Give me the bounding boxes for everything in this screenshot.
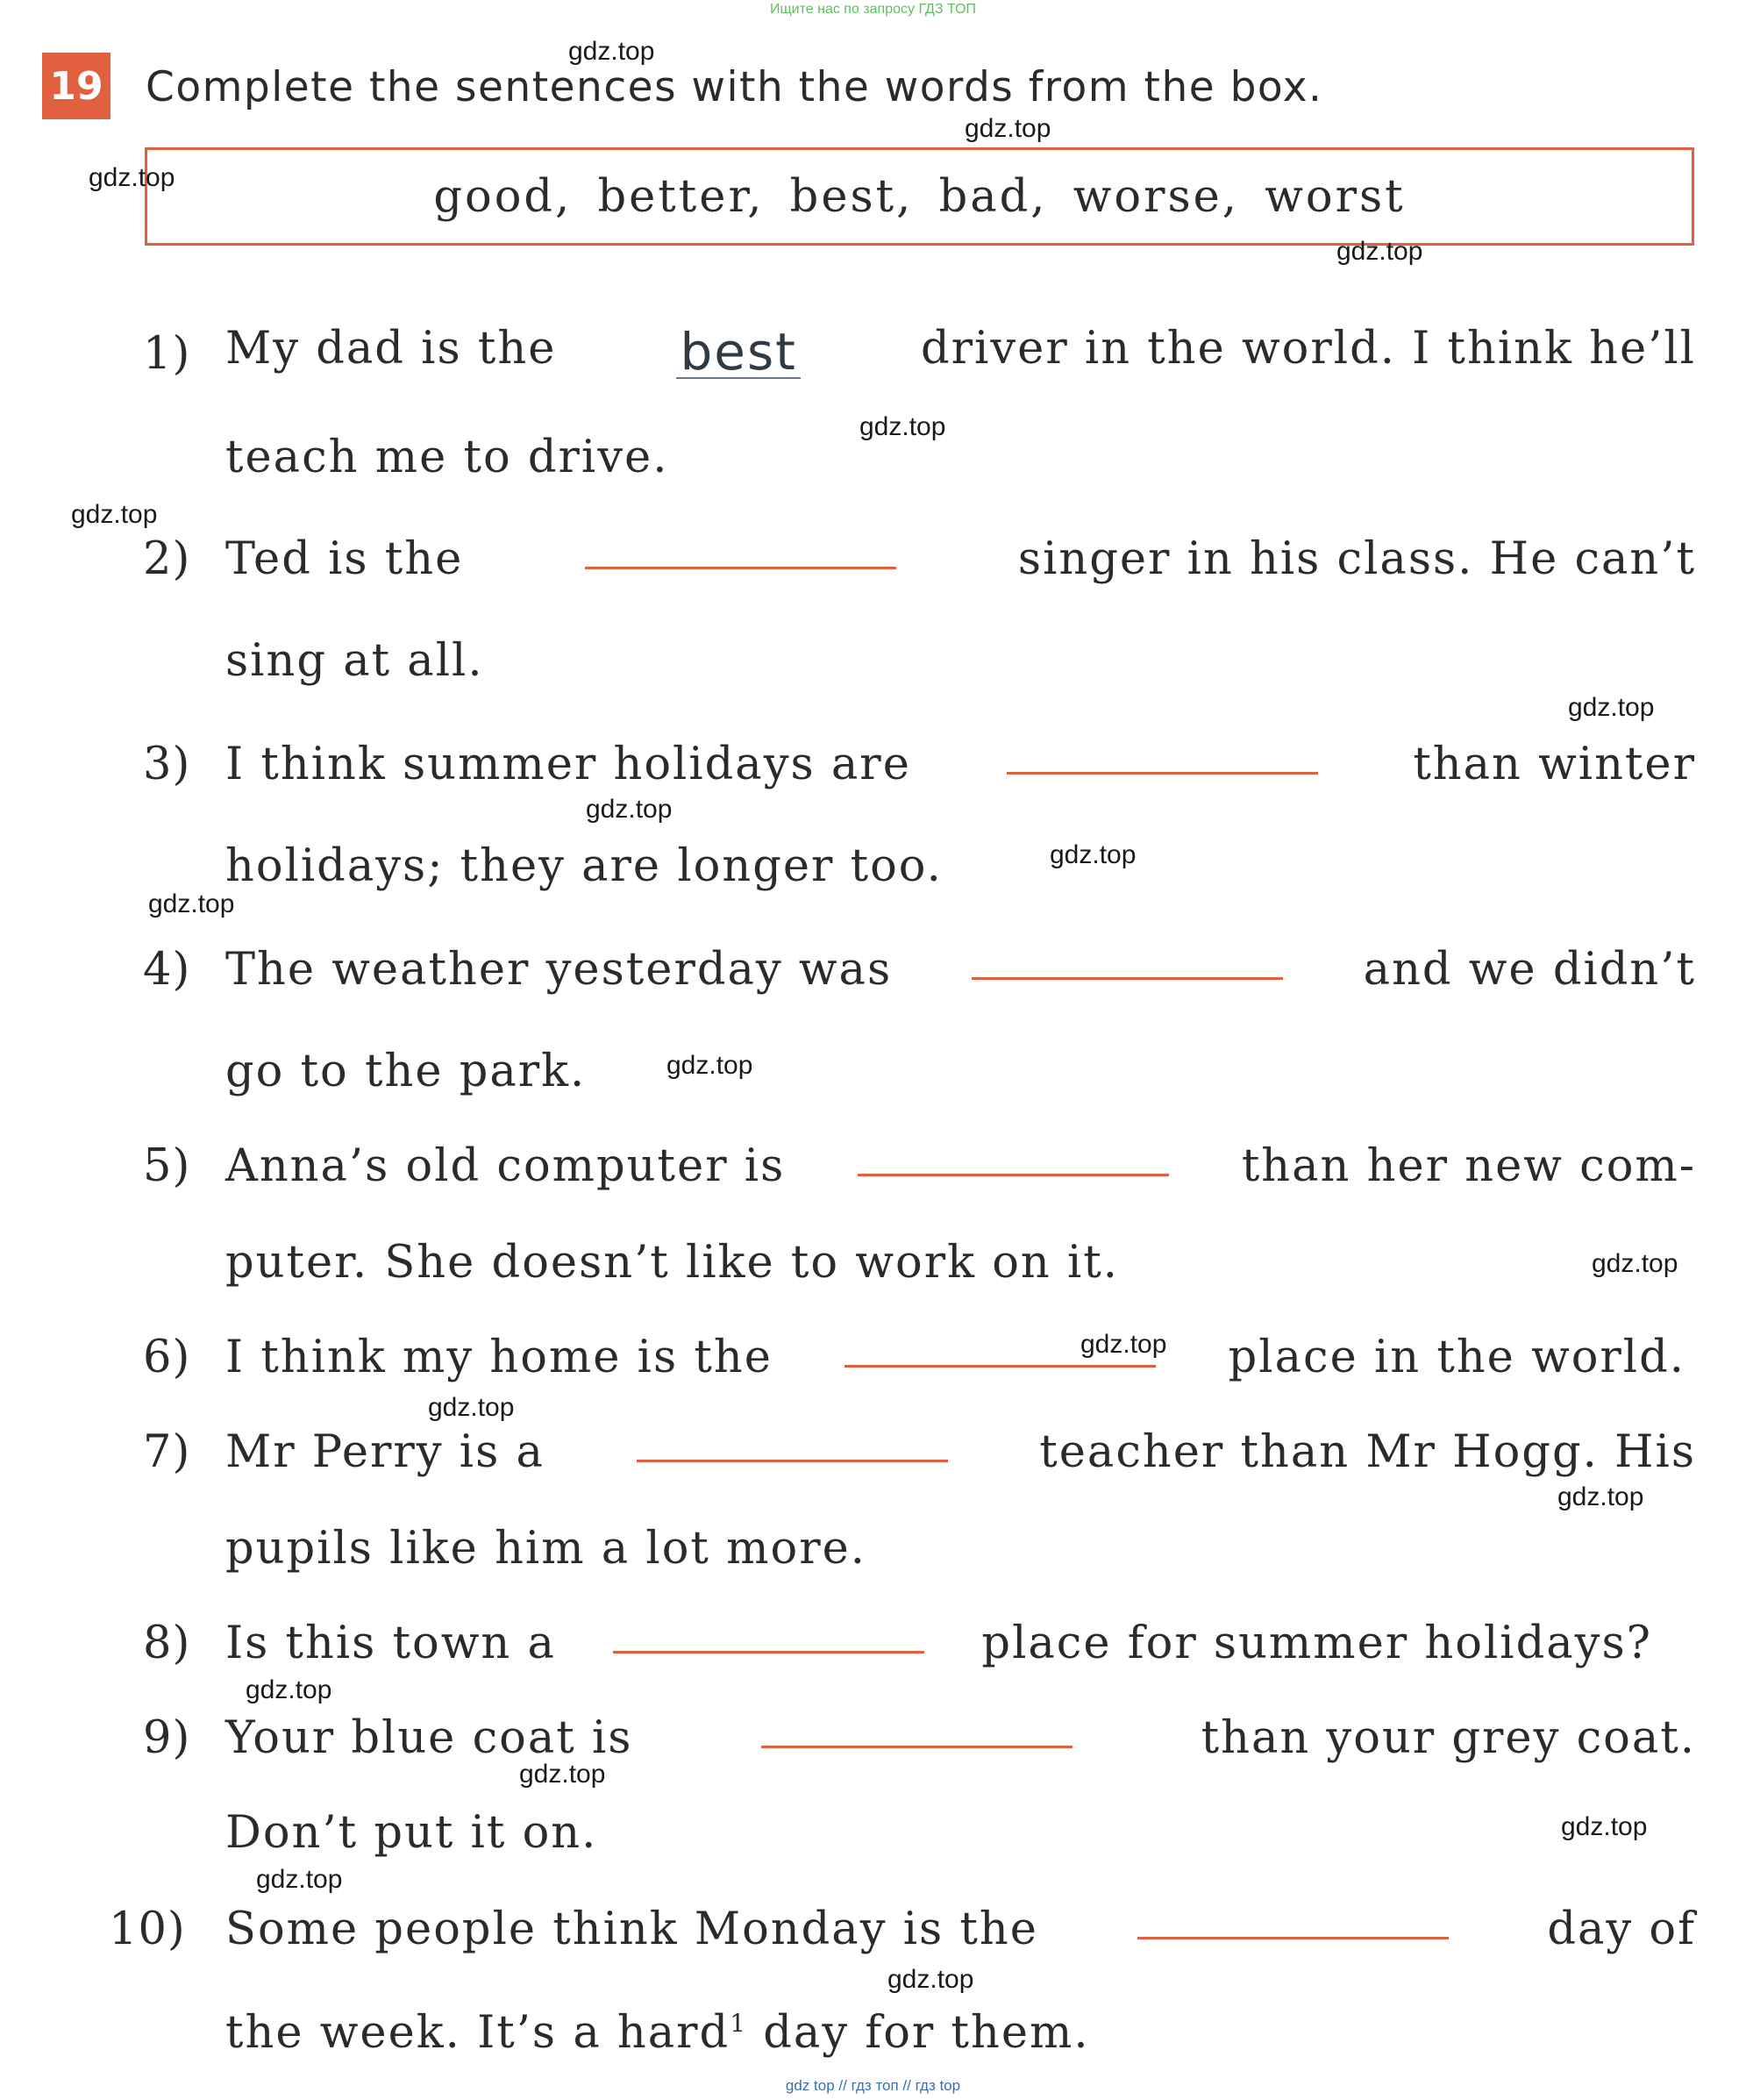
sentence-number: 7)	[143, 1426, 191, 1478]
sentence-text: Ted is the	[225, 533, 464, 585]
watermark[interactable]: gdz.top	[89, 163, 175, 192]
sentence-text: the week. It’s a hard	[225, 2007, 730, 2059]
sentence-line	[225, 1904, 1696, 1955]
sentence-text: I think my home is the	[225, 1332, 773, 1383]
footer-links[interactable]: gdz top // гдз топ // гдз top	[785, 2077, 961, 2094]
sentence-text: driver in the world. I think he’ll	[921, 323, 1696, 375]
sentence-number: 5)	[143, 1140, 191, 1192]
sentence-text: place for summer holidays?	[981, 1618, 1652, 1669]
sentence-text: and we didn’t	[1363, 944, 1696, 996]
sentence-number: 1)	[143, 328, 191, 380]
sentence-line-2: Don’t put it on.	[225, 1807, 598, 1859]
sentence-line-2: sing at all.	[225, 635, 484, 687]
answer-blank[interactable]	[637, 1430, 948, 1462]
sentence-line-2: holidays; they are longer too.	[225, 840, 943, 892]
sentence-text: I think summer holidays are	[225, 739, 911, 790]
word-box	[145, 147, 1694, 246]
watermark[interactable]: gdz.top	[1050, 840, 1137, 869]
sentence-line	[225, 1712, 1696, 1764]
sentence-text: than your grey coat.	[1201, 1712, 1696, 1764]
answer-blank[interactable]	[1137, 1907, 1449, 1939]
watermark[interactable]: gdz.top	[1557, 1482, 1644, 1511]
sentence-text: My dad is the	[225, 323, 557, 375]
sentence-line	[225, 322, 1696, 382]
watermark[interactable]: gdz.top	[859, 412, 946, 441]
watermark[interactable]: gdz.top	[568, 37, 655, 66]
sentence-text: Some people think Monday is the	[225, 1904, 1038, 1955]
answer-blank[interactable]	[858, 1144, 1169, 1176]
task-number-badge: 19	[42, 53, 110, 119]
sentence-line-2: pupils like him a lot more.	[225, 1523, 866, 1575]
sentence-line-2: teach me to drive.	[225, 432, 669, 483]
watermark[interactable]: gdz.top	[1568, 693, 1655, 722]
sentence-line	[225, 944, 1696, 996]
top-notice[interactable]: Ищите нас по запросу ГДЗ ТОП	[770, 2, 976, 17]
sentence-number: 10)	[109, 1904, 186, 1955]
sentence-number: 8)	[143, 1618, 191, 1669]
sentence-number: 6)	[143, 1332, 191, 1383]
sentence-line	[225, 1332, 1685, 1383]
watermark[interactable]: gdz.top	[71, 500, 158, 529]
sentence-text: singer in his class. He can’t	[1017, 533, 1696, 585]
sentence-text: than winter	[1413, 739, 1696, 790]
watermark[interactable]: gdz.top	[428, 1393, 515, 1422]
watermark[interactable]: gdz.top	[965, 114, 1051, 143]
sentence-text: day for them.	[763, 2007, 1090, 2059]
watermark[interactable]: gdz.top	[666, 1051, 753, 1080]
watermark[interactable]: gdz.top	[1080, 1330, 1167, 1359]
answer-blank[interactable]	[761, 1716, 1073, 1748]
word-box-words: good, better, best, bad, worse, worst	[433, 170, 1406, 223]
watermark[interactable]: gdz.top	[1336, 237, 1423, 266]
sentence-text: Your blue coat is	[225, 1712, 633, 1764]
watermark[interactable]: gdz.top	[586, 795, 673, 824]
sentence-text: The weather yesterday was	[225, 944, 893, 996]
sentence-text: Is this town a	[225, 1618, 556, 1669]
answer-blank[interactable]	[1007, 742, 1318, 775]
sentence-line	[225, 739, 1696, 790]
watermark[interactable]: gdz.top	[1561, 1812, 1648, 1841]
watermark[interactable]: gdz.top	[246, 1675, 332, 1704]
watermark[interactable]: gdz.top	[256, 1865, 343, 1894]
sentence-line-2: puter. She doesn’t like to work on it.	[225, 1237, 1119, 1289]
sentence-text: place in the world.	[1228, 1332, 1685, 1383]
sentence-number: 2)	[143, 533, 191, 585]
sentence-number: 3)	[143, 739, 191, 790]
sentence-line	[225, 1426, 1696, 1478]
sentence-line	[225, 1618, 1652, 1669]
sentence-line-2	[225, 2007, 1090, 2059]
answer-blank[interactable]	[585, 537, 896, 569]
sentence-number: 4)	[143, 944, 191, 996]
sentence-line-2: go to the park.	[225, 1046, 587, 1097]
handwritten-answer: best	[676, 326, 800, 379]
watermark[interactable]: gdz.top	[887, 1965, 974, 1994]
answer-blank[interactable]	[972, 947, 1283, 980]
sentence-number: 9)	[143, 1712, 191, 1764]
footnote-marker: 1	[730, 2009, 748, 2038]
watermark[interactable]: gdz.top	[148, 889, 235, 918]
watermark[interactable]: gdz.top	[1592, 1249, 1678, 1278]
sentence-text: teacher than Mr Hogg. His	[1039, 1426, 1696, 1478]
watermark[interactable]: gdz.top	[519, 1760, 606, 1789]
sentence-text: day of	[1547, 1904, 1696, 1955]
sentence-text: Anna’s old computer is	[225, 1140, 786, 1192]
sentence-line	[225, 533, 1696, 585]
sentence-line	[225, 1140, 1696, 1192]
sentence-text: than her new com-	[1241, 1140, 1696, 1192]
sentence-text: Mr Perry is a	[225, 1426, 545, 1478]
task-instruction: Complete the sentences with the words from the box.	[146, 63, 1323, 111]
answer-blank[interactable]	[613, 1621, 924, 1654]
